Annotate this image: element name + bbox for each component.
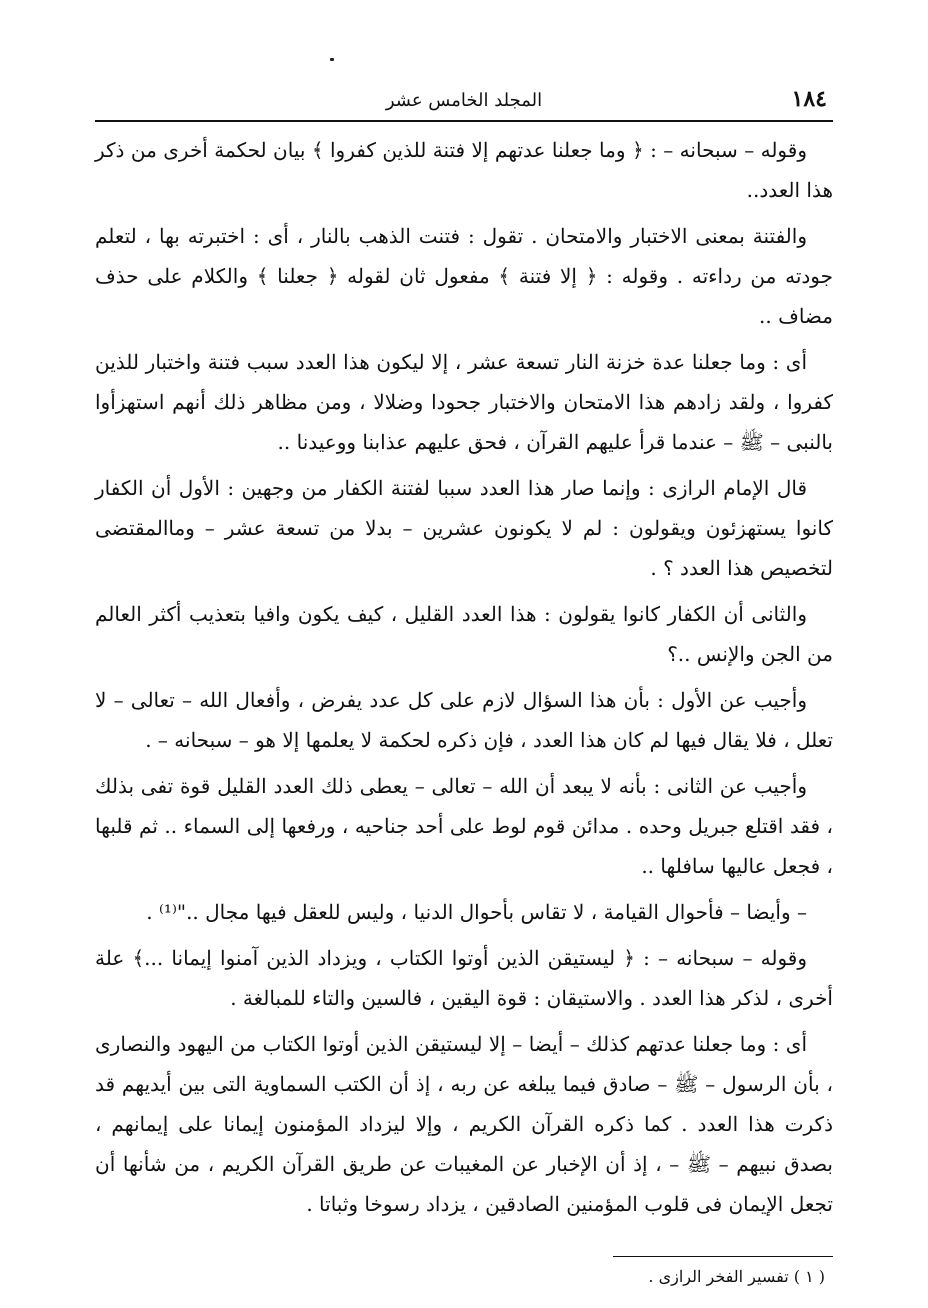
stray-ink-mark — [330, 58, 334, 61]
paragraph: قال الإمام الرازى : وإنما صار هذا العدد سببا لفتنة الكفار من وجهين : الأول أن الكفار كانوا يستهزئون ويقولون : لم لا يكونون عشرين – بدلا من تسعة عشر – وماالمقتضى لتخصيص هذا العدد ؟ . — [95, 476, 833, 580]
page-header — [95, 80, 833, 122]
running-title: المجلد الخامس عشر — [385, 90, 543, 111]
paragraph: – وأيضا – فأحوال القيامة ، لا تقاس بأحوال الدنيا ، وليس للعقل فيها مجال .."⁽¹⁾ . — [146, 900, 807, 924]
paragraph: والفتنة بمعنى الاختبار والامتحان . تقول : فتنت الذهب بالنار ، أى : اختبرته بها ، لتعلم جودته من رداءته . وقوله : ﴿ إلا فتنة ﴾ مفعول ثان لقوله ﴿ جعلنا ﴾ والكلام على حذف مضاف .. — [95, 224, 833, 328]
body-text — [95, 130, 833, 1224]
paragraph: وقوله – سبحانه – : ﴿ وما جعلنا عدتهم إلا فتنة للذين كفروا ﴾ بيان لحكمة أخرى من ذكر هذا العدد.. — [95, 138, 833, 202]
paragraph: وأجيب عن الثانى : بأنه لا يبعد أن الله – تعالى – يعطى ذلك العدد القليل قوة تفى بذلك ، فقد اقتلع جبريل وحده . مدائن قوم لوط على أحد جناحيه ، ورفعها إلى السماء .. ثم قلبها ، فجعل عاليها سافلها .. — [95, 774, 833, 878]
paragraph: أى : وما جعلنا عدتهم كذلك – أيضا – إلا ليستيقن الذين أوتوا الكتاب من اليهود والنصارى ، بأن الرسول – ﷺ – صادق فيما يبلغه عن ربه ، إذ أن الكتب السماوية التى بين أيديهم قد ذكرت هذا العدد . كما ذكره القرآن الكريم ، وإلا ليزداد المؤمنون إيمانا على إيمانهم ، بصدق نبيهم – ﷺ – ، إذ أن الإخبار عن المغيبات عن طريق القرآن الكريم ، من شأنها أن تجعل الإيمان فى قلوب المؤمنين الصادقين ، يزداد رسوخا وثباتا . — [95, 1032, 833, 1216]
paragraph: وأجيب عن الأول : بأن هذا السؤال لازم على كل عدد يفرض ، وأفعال الله – تعالى – لا تعلل ، فلا يقال فيها لم كان هذا العدد ، فإن ذكره لحكمة لا يعلمها إلا هو – سبحانه – . — [95, 688, 833, 752]
page-number: ١٨٤ — [791, 86, 827, 112]
paragraph: وقوله – سبحانه – : ﴿ ليستيقن الذين أوتوا الكتاب ، ويزداد الذين آمنوا إيمانا ...﴾ علة أخرى ، لذكر هذا العدد . والاستيقان : قوة اليقين ، فالسين والتاء للمبالغة . — [95, 946, 833, 1010]
paragraph: والثانى أن الكفار كانوا يقولون : هذا العدد القليل ، كيف يكون وافيا بتعذيب أكثر العالم من الجن والإنس ..؟ — [95, 602, 833, 666]
footnote: ( ١ ) تفسير الفخر الرازى . — [648, 1267, 825, 1286]
book-page — [95, 80, 833, 1291]
footnote-divider — [613, 1256, 833, 1257]
paragraph: أى : وما جعلنا عدة خزنة النار تسعة عشر ، إلا ليكون هذا العدد سبب فتنة واختبار للذين كفروا ، ولقد زادهم هذا الامتحان والاختبار جحودا وضلالا ، ومن مظاهر ذلك أنهم استهزأوا بالنبى – ﷺ – عندما قرأ عليهم القرآن ، فحق عليهم عذابنا ووعيدنا .. — [95, 350, 833, 454]
